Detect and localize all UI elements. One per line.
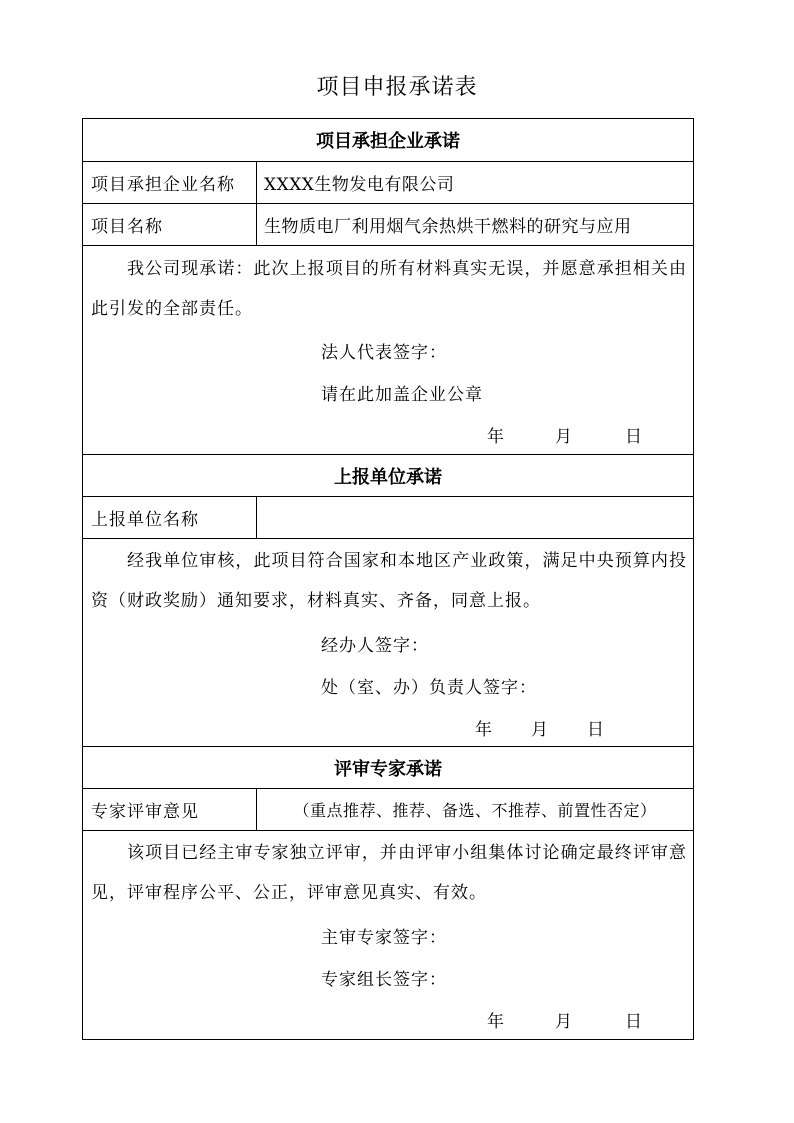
expert-statement: 该项目已经主审专家独立评审，并由评审小组集体讨论确定最终评审意见，评审程序公平、公正，评审意见真实、有效。 (91, 843, 687, 903)
date-year-label: 年 (487, 1012, 505, 1032)
chief-expert-signature-label[interactable]: 主审专家签字： (321, 928, 447, 948)
date-year-label: 年 (475, 720, 493, 740)
unit-name-label: 上报单位名称 (83, 497, 257, 538)
handler-signature-label[interactable]: 经办人签字： (321, 636, 429, 656)
commitment-form (82, 118, 694, 1040)
section-header-reporting-unit: 上报单位承诺 (83, 454, 693, 496)
company-seal-label[interactable]: 请在此加盖企业公章 (321, 385, 483, 405)
enterprise-statement: 我公司现承诺：此次上报项目的所有材料真实无误，并愿意承担相关由此引发的全部责任。 (91, 259, 687, 319)
project-name-field[interactable]: 生物质电厂利用烟气余热烘干燃料的研究与应用 (264, 217, 632, 237)
unit-name-field[interactable] (257, 497, 693, 538)
legal-rep-signature-label[interactable]: 法人代表签字： (321, 343, 447, 363)
department-head-signature-label[interactable]: 处（室、办）负责人签字： (321, 678, 537, 698)
date-month-label: 月 (531, 720, 549, 740)
panel-leader-signature-label[interactable]: 专家组长签字： (321, 970, 447, 990)
company-name-row (83, 161, 693, 203)
date-month-label: 月 (555, 1012, 573, 1032)
section-header-expert: 评审专家承诺 (83, 746, 693, 788)
date-day-label: 日 (587, 720, 605, 740)
expert-opinion-label: 专家评审意见 (83, 789, 257, 830)
expert-opinion-field[interactable]: （重点推荐、推荐、备选、不推荐、前置性否定） (293, 801, 657, 820)
date-year-label: 年 (487, 427, 505, 447)
section-header-enterprise: 项目承担企业承诺 (316, 131, 460, 152)
page-title: 项目申报承诺表 (316, 75, 478, 100)
company-name-field[interactable]: XXXX生物发电有限公司 (264, 175, 455, 195)
expert-commitment-block (83, 830, 693, 1039)
unit-commitment-block (83, 538, 693, 746)
expert-opinion-row (83, 788, 693, 830)
unit-name-row (83, 496, 693, 538)
date-month-label: 月 (555, 427, 573, 447)
project-name-row (83, 203, 693, 245)
unit-statement: 经我单位审核，此项目符合国家和本地区产业政策，满足中央预算内投资（财政奖励）通知要求，材料真实、齐备，同意上报。 (91, 551, 687, 611)
date-day-label: 日 (625, 427, 643, 447)
date-day-label: 日 (625, 1012, 643, 1032)
company-name-label: 项目承担企业名称 (83, 162, 257, 203)
project-name-label: 项目名称 (83, 204, 257, 245)
enterprise-commitment-block (83, 245, 693, 454)
